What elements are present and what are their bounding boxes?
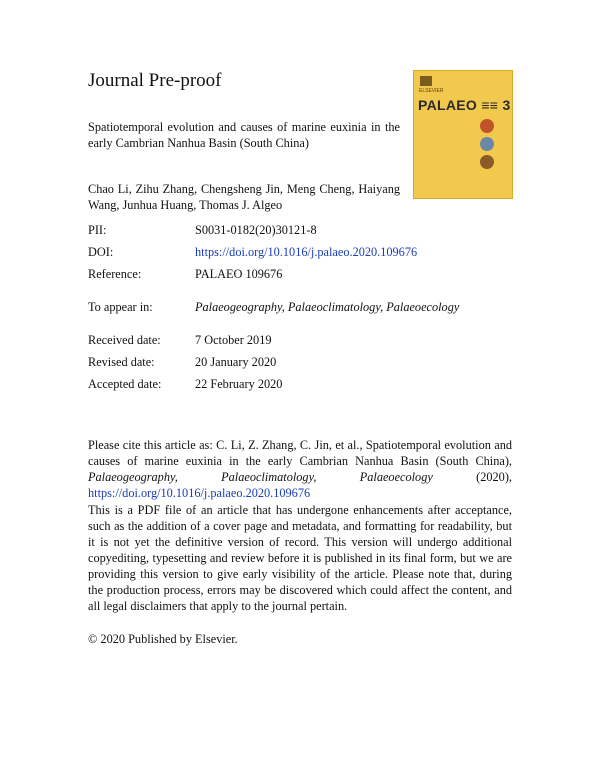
globe-icon [480,119,494,133]
pii-value: S0031-0182(20)30121-8 [195,223,317,237]
cover-brand-suffix: ≡≡ 3 [481,97,511,113]
citation-journal: Palaeogeography, Palaeoclimatology, Palaeoecology [88,470,433,484]
received-value: 7 October 2019 [195,333,272,347]
globe-icon [480,155,494,169]
publisher-mark: ELSEVIER [419,88,444,94]
article-title: Spatiotemporal evolution and causes of marine euxinia in the early Cambrian Nanhua Basin (South China) [88,120,400,150]
journal-name: Palaeogeography, Palaeoclimatology, Palaeoecology [195,300,460,314]
elsevier-tree-icon [420,76,432,86]
reference-label: Reference: [88,267,142,281]
received-label: Received date: [88,333,161,347]
copyright-notice: © 2020 Published by Elsevier. [88,632,238,646]
appear-label: To appear in: [88,300,153,314]
pii-label: PII: [88,223,107,237]
accepted-label: Accepted date: [88,377,162,391]
journal-cover-image [413,70,513,199]
journal-pre-proof-header: Journal Pre-proof [88,70,222,91]
accepted-value: 22 February 2020 [195,377,283,391]
citation-doi-link[interactable]: https://doi.org/10.1016/j.palaeo.2020.109676 [88,486,311,500]
reference-value: PALAEO 109676 [195,267,283,281]
citation-paragraph [88,437,512,501]
citation-year: (2020), [476,470,512,484]
globe-icon [480,137,494,151]
article-authors: Chao Li, Zihu Zhang, Chengsheng Jin, Meng Cheng, Haiyang Wang, Junhua Huang, Thomas J. Algeo [88,182,400,212]
revised-value: 20 January 2020 [195,355,277,369]
disclaimer-paragraph: This is a PDF file of an article that has undergone enhancements after acceptance, such as the addition of a cover page and metadata, and formatting for readability, but it is not yet the definitive version of record. This version will undergo additional copyediting, typesetting and review before it is published in its final form, but we are providing this version to give early visibility of the article. Please note that, during the production process, errors may be discovered which could affect the content, and all legal disclaimers that apply to the journal pertain. [88,503,512,613]
doi-label: DOI: [88,245,114,259]
doi-link[interactable]: https://doi.org/10.1016/j.palaeo.2020.109676 [195,245,418,259]
cover-brand-name: PALAEO [418,97,478,113]
citation-prefix: Please cite this article as: C. Li, Z. Zhang, C. Jin, et al., Spatiotemporal evolution and causes of marine euxinia in the early Cambrian Nanhua Basin (South China), [88,438,512,468]
cover-brand [418,97,511,113]
revised-label: Revised date: [88,355,155,369]
